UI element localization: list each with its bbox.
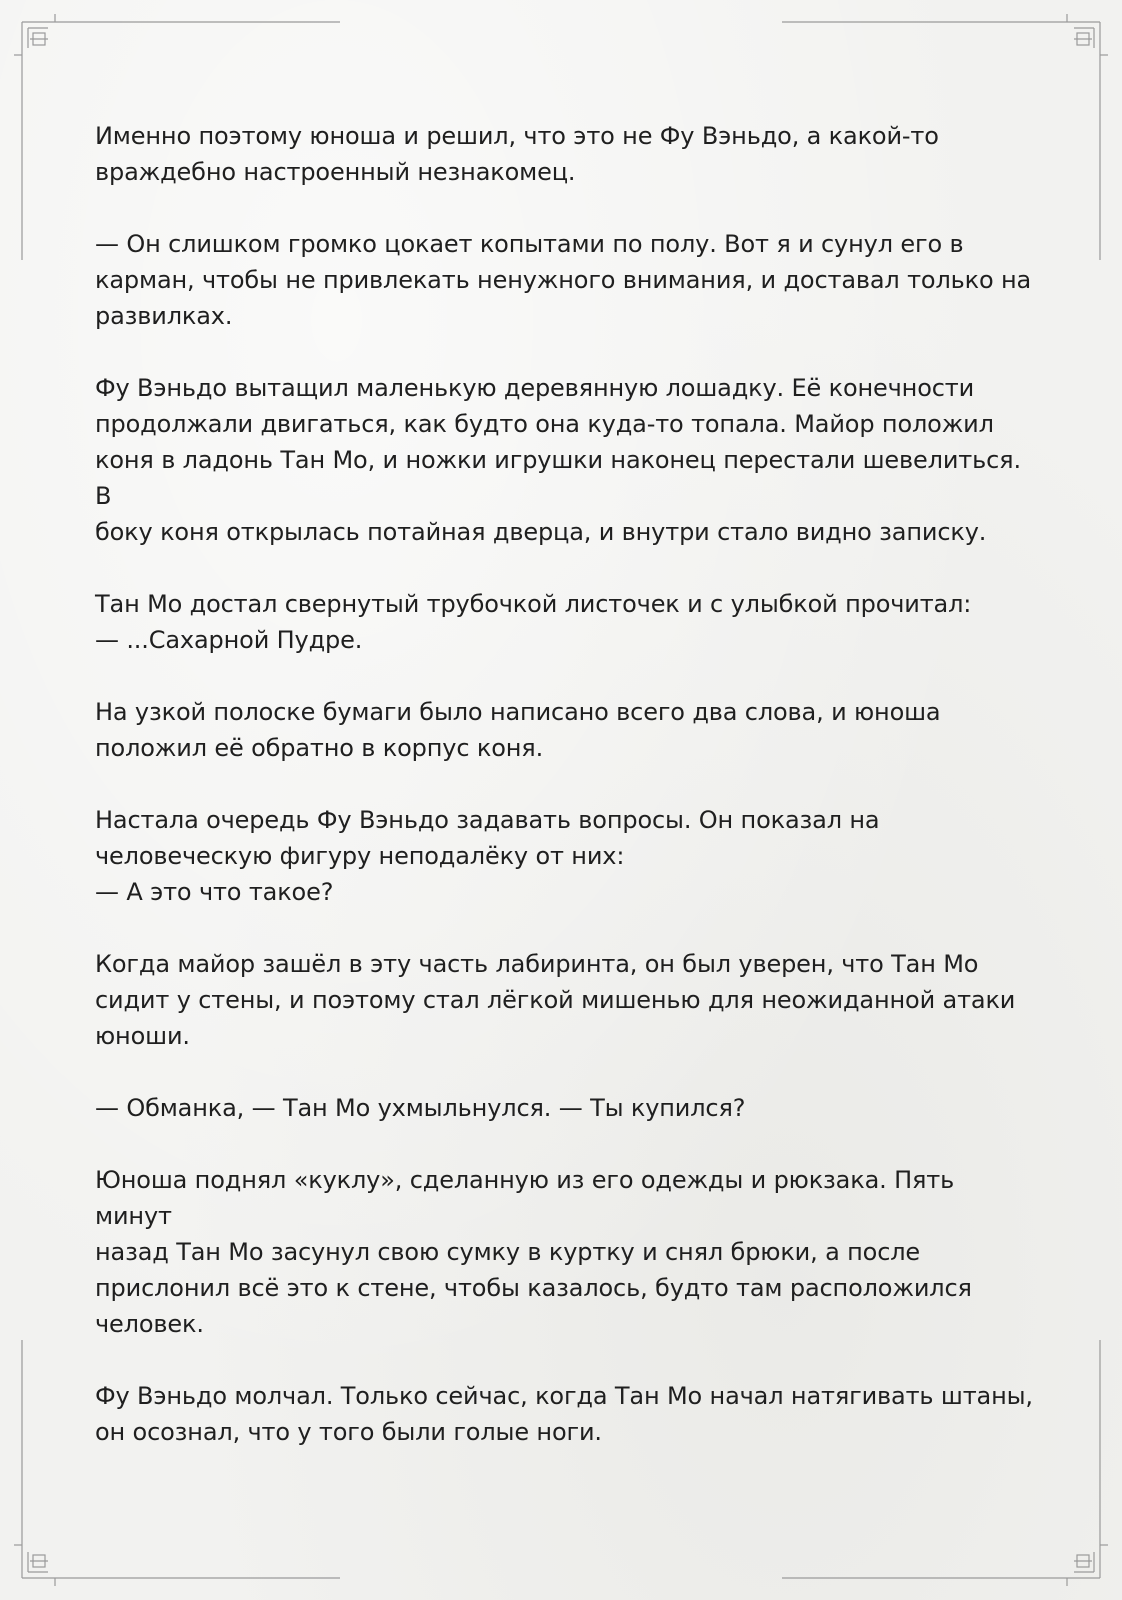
paragraph: — Обманка, — Тан Мо ухмыльнулся. — Ты купился? bbox=[95, 1094, 746, 1122]
paragraph: Тан Мо достал свернутый трубочкой листочек и с улыбкой прочитал: — ...Сахарной Пудре. bbox=[95, 590, 972, 654]
paragraph: Когда майор зашёл в эту часть лабиринта, он был уверен, что Тан Мо сидит у стены, и поэтому стал лёгкой мишенью для неожиданной атаки юноши. bbox=[95, 950, 1016, 1050]
paragraph: На узкой полоске бумаги было написано всего два слова, и юноша положил её обратно в корпус коня. bbox=[95, 698, 941, 762]
paragraph: Именно поэтому юноша и решил, что это не Фу Вэньдо, а какой-то враждебно настроенный незнакомец. bbox=[95, 122, 939, 186]
paragraph: Настала очередь Фу Вэньдо задавать вопросы. Он показал на человеческую фигуру неподалёку от них: — А это что такое? bbox=[95, 806, 880, 906]
document-body bbox=[95, 118, 1035, 1450]
paragraph: Юноша поднял «куклу», сделанную из его одежды и рюкзака. Пять минут назад Тан Мо засунул свою сумку в куртку и снял брюки, а после прислонил всё это к стене, чтобы казалось, будто там расположился человек. bbox=[95, 1166, 972, 1338]
paragraph: — Он слишком громко цокает копытами по полу. Вот я и сунул его в карман, чтобы не привлекать ненужного внимания, и доставал только на развилках. bbox=[95, 230, 1032, 330]
paragraph: Фу Вэньдо вытащил маленькую деревянную лошадку. Её конечности продолжали двигаться, как будто она куда-то топала. Майор положил коня в ладонь Тан Мо, и ножки игрушки наконец перестали шевелиться. В боку коня открылась потайная дверца, и внутри стало видно записку. bbox=[95, 374, 1021, 546]
paragraph: Фу Вэньдо молчал. Только сейчас, когда Тан Мо начал натягивать штаны, он осознал, что у того были голые ноги. bbox=[95, 1382, 1033, 1446]
